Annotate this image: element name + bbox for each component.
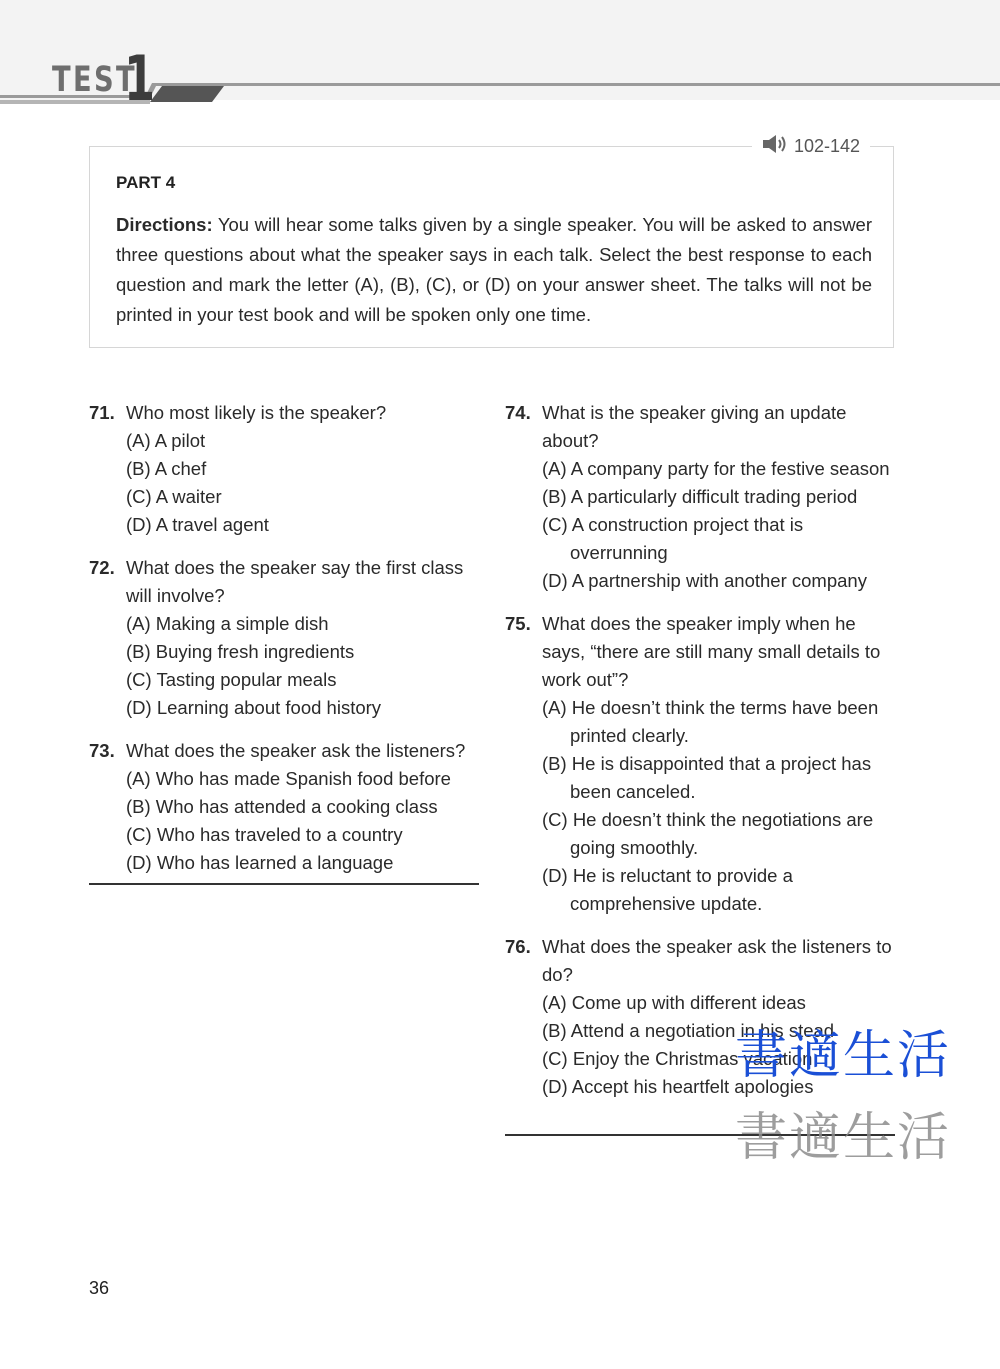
question-text: What does the speaker ask the listeners to do? (542, 936, 892, 985)
question-stem (505, 933, 897, 989)
answer-option: (D) Learning about food history (126, 697, 382, 718)
speaker-icon (762, 134, 790, 159)
answer-option: (D) He is reluctant to provide a comprehensive update. (542, 865, 793, 914)
answer-option: (C) A waiter (126, 486, 222, 507)
answer-option: (B) Attend a negotiation in his stead (542, 1020, 835, 1041)
question-text: What does the speaker imply when he says, “there are still many small details to work out”? (542, 613, 881, 690)
page-number: 36 (89, 1278, 110, 1298)
question-stem (89, 399, 481, 427)
question-number: 76. (505, 936, 531, 957)
answer-option: (D) Who has learned a language (126, 852, 394, 873)
test-heading (0, 0, 1000, 115)
question-text: What does the speaker say the first class will involve? (126, 557, 464, 606)
answer-option: (D) Accept his heartfelt apologies (542, 1076, 814, 1097)
directions-label: Directions: (116, 214, 213, 235)
answer-option: (D) A travel agent (126, 514, 269, 535)
question-number: 74. (505, 402, 531, 423)
question-item (89, 399, 481, 539)
question-stem (89, 554, 481, 610)
answer-option: (A) Making a simple dish (126, 613, 329, 634)
watermark-gray: 書適生活 (735, 1108, 952, 1168)
question-item (89, 554, 481, 722)
question-item (505, 399, 897, 595)
test-number: 1 (124, 42, 156, 115)
left-column-rule (89, 883, 479, 885)
answer-option: (B) A particularly difficult trading period (542, 486, 858, 507)
question-text: What is the speaker giving an update about? (542, 402, 847, 451)
answer-option: (A) A company party for the festive season (542, 458, 890, 479)
test-label: TEST (52, 60, 137, 100)
left-question-column (89, 399, 481, 892)
question-text: What does the speaker ask the listeners? (126, 740, 466, 761)
question-item (89, 737, 481, 877)
part-title: PART 4 (116, 173, 176, 192)
question-number: 75. (505, 613, 531, 634)
directions-body: You will hear some talks given by a single speaker. You will be asked to answer three questions about what the speaker says in each talk. Select the best response to each question and mark the letter (A), (B), (C), or (D) on your answer sheet. The talks will not be printed in your test book and will be spoken only one time. (116, 214, 872, 325)
answer-option: (D) A partnership with another company (542, 570, 867, 591)
question-text: Who most likely is the speaker? (126, 402, 387, 423)
answer-option: (C) Enjoy the Christmas vacation (542, 1048, 813, 1069)
answer-option: (B) He is disappointed that a project has been canceled. (542, 753, 872, 802)
answer-option: (C) A construction project that is overrunning (542, 514, 804, 563)
answer-option: (B) Buying fresh ingredients (126, 641, 355, 662)
answer-option: (C) Who has traveled to a country (126, 824, 403, 845)
directions-text (116, 210, 872, 330)
question-number: 72. (89, 557, 115, 578)
question-stem (505, 610, 897, 694)
watermark-blue: 書適生活 (735, 1026, 952, 1086)
answer-option: (B) Who has attended a cooking class (126, 796, 438, 817)
question-item (505, 610, 897, 918)
answer-option: (A) He doesn’t think the terms have been printed clearly. (542, 697, 879, 746)
audio-track-number: 102-142 (794, 135, 861, 156)
question-number: 71. (89, 402, 115, 423)
answer-option: (C) He doesn’t think the negotiations are going smoothly. (542, 809, 874, 858)
answer-option: (A) A pilot (126, 430, 206, 451)
audio-track-badge (752, 134, 870, 158)
answer-option: (C) Tasting popular meals (126, 669, 337, 690)
right-question-column (505, 399, 897, 1116)
question-number: 73. (89, 740, 115, 761)
question-stem (89, 737, 481, 765)
answer-option: (A) Who has made Spanish food before (126, 768, 451, 789)
answer-option: (A) Come up with different ideas (542, 992, 806, 1013)
answer-option: (B) A chef (126, 458, 207, 479)
question-stem (505, 399, 897, 455)
